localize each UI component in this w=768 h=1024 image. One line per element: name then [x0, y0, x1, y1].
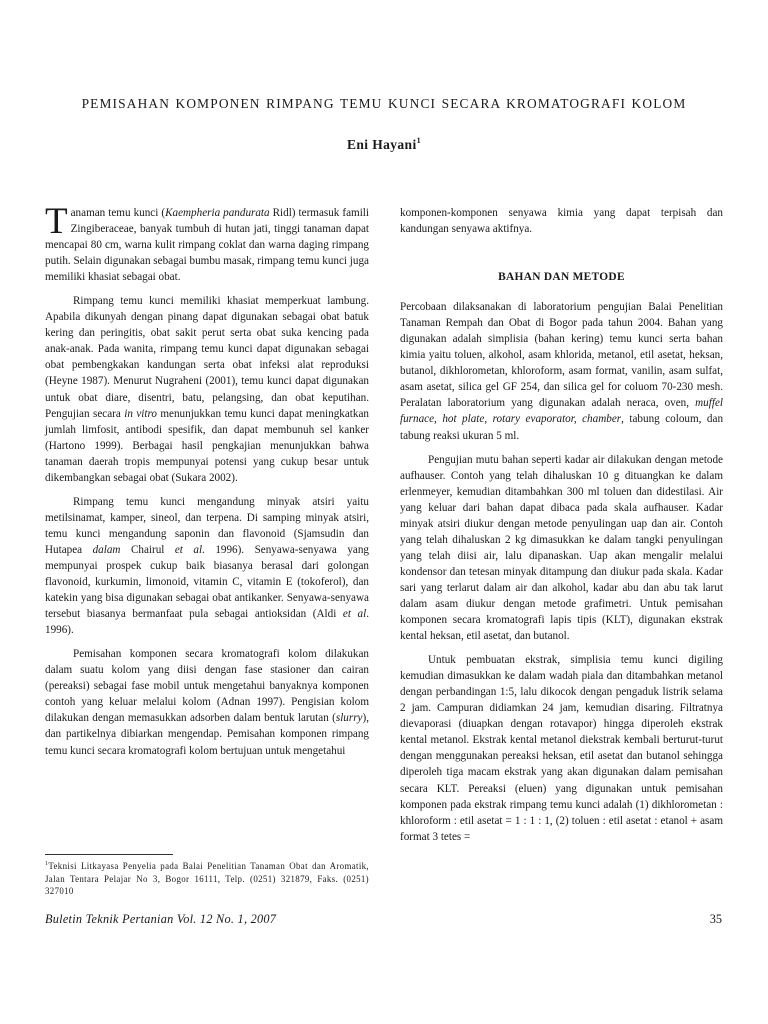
paragraph-extraction: Untuk pembuatan ekstrak, simplisia temu kunci digiling kemudian dimasukkan ke dalam wadah piala dan ditambahkan metanol dengan perbandingan 1:5, lalu dikocok dengan pengaduk listrik selama 2 jam. Campuran didiamkan 24 jam, kemudian disaring. Filtratnya dievaporasi (diuapkan dengan rotavapor) hingga diperoleh ekstrak kental metanol. Ekstrak kental metanol diekstrak kembali berturut-turut dengan menggunakan pereaksi heksan, etil asetat dan butanol sehingga diperoleh tiga macam ekstrak yang akan digunakan dalam pemisahan secara KLT. Pereaksi (eluen) yang digunakan untuk pemisahan komponen pada ekstrak rimpang temu kunci adalah (1) dikhlorometan : khloroform : etil asetat = 1 : 1 : 1, (2) toluen : etil asetat : etanol + asam format 3 tetes = [400, 654, 723, 843]
text-run: , tabung coloum, dan tabung reaksi ukuran 5 ml. [400, 413, 724, 442]
right-column [400, 205, 723, 845]
italic-term: et al [342, 608, 367, 621]
paragraph-compounds [45, 494, 369, 638]
text-run: ), dan partikelnya dibiarkan mengendap. Pemisahan komponen rimpang temu kunci secara kromatografi kolom bertujuan untuk mengetahui [45, 712, 369, 757]
section-heading: BAHAN DAN METODE [498, 271, 625, 284]
paragraph-benefits [45, 293, 369, 486]
text-run: Percobaan dilaksanakan di laboratorium pengujian Balai Penelitian Tanaman Rempah dan Obat di Bogor pada tahun 2004. Bahan yang digunakan adalah simplisia (bahan kering) temu kunci serta bahan kimia yaitu toluen, alkohol, asam khlorida, metanol, etil asetat, heksan, butanol, dikhlorometan, khloroform, asam format, vanilin, asam sulfat, asam asetat, silica gel GF 254, dan silica gel for coluom 70-230 mesh. Peralatan laboratorium yang digunakan adalah neraca, oven, [400, 301, 723, 410]
journal-citation: Buletin Teknik Pertanian Vol. 12 No. 1, 2007 [45, 912, 277, 926]
footnote [45, 858, 369, 898]
italic-term: muffel furnace, hot plate, rotary evaporator, chamber [400, 397, 723, 426]
text-run: Rimpang temu kunci mengandung minyak atsiri yaitu metilsinamat, kamper, sineol, dan terpena. Di samping minyak atsiri, temu kunci mengandung saponin dan flavonoid (Sjamsudin dan Hutapea [45, 495, 369, 556]
left-column [45, 201, 370, 759]
paragraph-quality-testing: Pengujian mutu bahan seperti kadar air dilakukan dengan metode aufhauser. Contoh yang telah dihaluskan 10 g dituangkan ke dalam erlenmeyer, kemudian ditambahkan 300 ml toluen dan didestilasi. Air yang keluar dari bahan dapat dibaca pada skala aufhauser. Kadar minyak atsiri diukur dengan metode penyulingan uap dan air. Contoh yang telah dihaluskan 2 kg dimasukkan ke dalam tangki penyulingan yang telah diisi air, lalu dipanaskan. Uap akan mengalir melalui kondensor dan tetesan minyak ditampung dan diukur pada skala. Kadar sari yang terlarut dalam air dan alkohol, kadar abu dan abu tak larut dalam asam diukur dengan metode grafimetri. Untuk pemisahan komponen secara kromatografi lapis tipis (KLT), digunakan ekstrak kental heksan, etil asetat, dan butanol. [400, 453, 723, 643]
text-run: Chairul [120, 543, 175, 556]
species-name: Kaempheria pandurata [165, 207, 270, 219]
text-run: Rimpang temu kunci memiliki khasiat memperkuat lambung. Apabila dikunyah dengan pinang dapat digunakan sebagai obat batuk kering dan peringitis, obat sakit perut serta obat suka kencing pada anak-anak. Pada wanita, rimpang temu kunci dapat digunakan sebagai obat pembengkakan kandungan serta obat infeksi alat reproduksi (Heyne 1987). Menurut Nugraheni (2001), temu kunci dapat digunakan untuk obat diare, disentri, batu, pelangsing, dan obat keputihan. Pengujian secara [45, 295, 369, 420]
footnote-text: Teknisi Litkayasa Penyelia pada Balai Penelitian Tanaman Obat dan Aromatik, Jalan Tentara Pelajar No 3, Bogor 16111, Telp. (0251) 321879, Faks. (0251) 327010 [45, 860, 369, 897]
paragraph-intro [45, 201, 370, 285]
footnote-mark: 1 [45, 861, 49, 867]
author-footnote-mark: 1 [416, 136, 422, 145]
article-title: PEMISAHAN KOMPONEN RIMPANG TEMU KUNCI SECARA KROMATOGRAFI KOLOM [81, 96, 687, 111]
page-number: 35 [709, 912, 722, 926]
italic-term: in vitro [124, 407, 157, 420]
text-run: Ridl) termasuk famili Zingiberaceae, banyak tumbuh di hutan jati, tinggi tanaman dapat mencapai 80 cm, warna kulit rimpang coklat dan warna daging rimpang putih. Selain digunakan sebagai bumbu masak, rimpang temu kunci juga memiliki khasiat sebagai obat. [45, 207, 370, 284]
author-name: Eni Hayani [346, 137, 417, 152]
text-run: menunjukkan temu kunci dapat meningkatkan jumlah limfosit, antibodi spesifik, dan dapat membunuh sel kanker (Hartono 1999). Berbagai hasil pengkajian menunjukkan bahwa tanaman daerah tropis mempunyai potensi yang cukup besar untuk dikembangkan sebagai obat (Sukara 2002). [45, 407, 369, 484]
author-line [0, 136, 768, 153]
text-run: . 1996). Senyawa-senyawa yang mempunyai prospek cukup baik biasanya berasal dari golongan flavonoid, kurkumin, limonoid, vitamin C, vitamin E (tokoferol), dan katekin yang bisa digunakan sebagai obat antikanker. Senyawa-senyawa tersebut biasanya bermanfaat pula sebagai antioksidan (Aldi [45, 543, 369, 621]
text-run: Pemisahan komponen secara kromatografi kolom dilakukan dalam suatu kolom yang diisi dengan fase stasioner dan cairan (pereaksi) sebagai fase mobil untuk mengetahui banyaknya komponen contoh yang keluar melalui kolom (Adnan 1997). Pengisian kolom dilakukan dengan memasukkan adsorben dalam bentuk larutan ( [45, 648, 369, 725]
italic-term: dalam [92, 543, 121, 556]
paragraph-chromatography [45, 646, 369, 758]
paragraph-continued: komponen-komponen senyawa kimia yang dapat terpisah dan kandungan senyawa aktifnya. [400, 207, 723, 236]
footnote-rule [45, 854, 173, 855]
italic-term: slurry [335, 712, 363, 725]
italic-term: et al [174, 543, 203, 556]
drop-cap: T [45, 201, 68, 242]
paragraph-materials [400, 299, 723, 443]
text-run: . 1996). [45, 608, 369, 637]
text-run: anaman temu kunci ( [70, 207, 166, 219]
